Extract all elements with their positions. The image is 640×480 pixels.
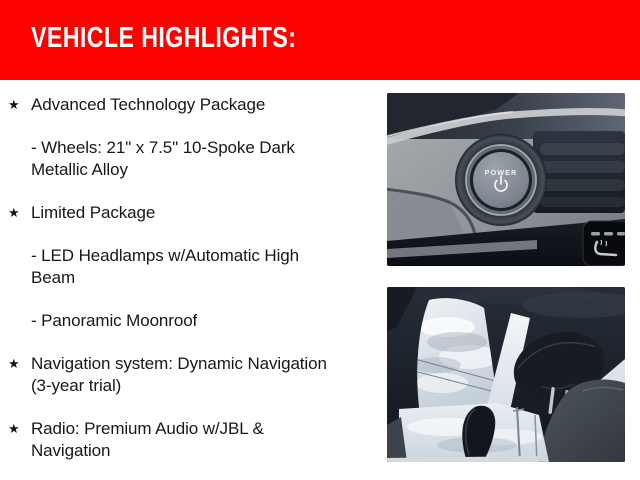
highlight-text: Navigation system: Dynamic Navigation (3-year trial) <box>31 354 327 395</box>
highlight-subitem <box>0 310 360 332</box>
star-bullet-icon: ★ <box>8 356 20 371</box>
star-bullet-icon: ★ <box>8 421 20 436</box>
star-bullet-icon: ★ <box>8 97 20 112</box>
air-vent <box>533 131 625 213</box>
power-button <box>455 134 547 226</box>
highlight-subitem <box>0 245 360 289</box>
highlight-text: - Panoramic Moonroof <box>31 311 198 330</box>
highlight-item <box>0 202 360 224</box>
highlight-item <box>0 418 360 462</box>
highlight-item <box>0 353 360 397</box>
power-button-photo <box>387 93 625 266</box>
panoramic-moonroof-photo <box>387 287 625 462</box>
highlight-subitem <box>0 137 360 181</box>
highlight-text: Limited Package <box>31 203 156 222</box>
highlight-item <box>0 94 360 116</box>
highlights-list <box>0 94 360 480</box>
highlight-text: Radio: Premium Audio w/JBL & Navigation <box>31 419 264 460</box>
star-bullet-icon: ★ <box>8 205 20 220</box>
seat-heater-switch <box>583 221 625 266</box>
highlight-text: - Wheels: 21" x 7.5" 10-Spoke Dark Metallic Alloy <box>31 138 295 179</box>
power-button-label: POWER <box>484 168 518 177</box>
banner-title: VEHICLE HIGHLIGHTS: <box>31 22 297 54</box>
banner <box>0 0 640 80</box>
highlight-text: Advanced Technology Package <box>31 95 266 114</box>
highlight-text: - LED Headlamps w/Automatic High Beam <box>31 246 299 287</box>
